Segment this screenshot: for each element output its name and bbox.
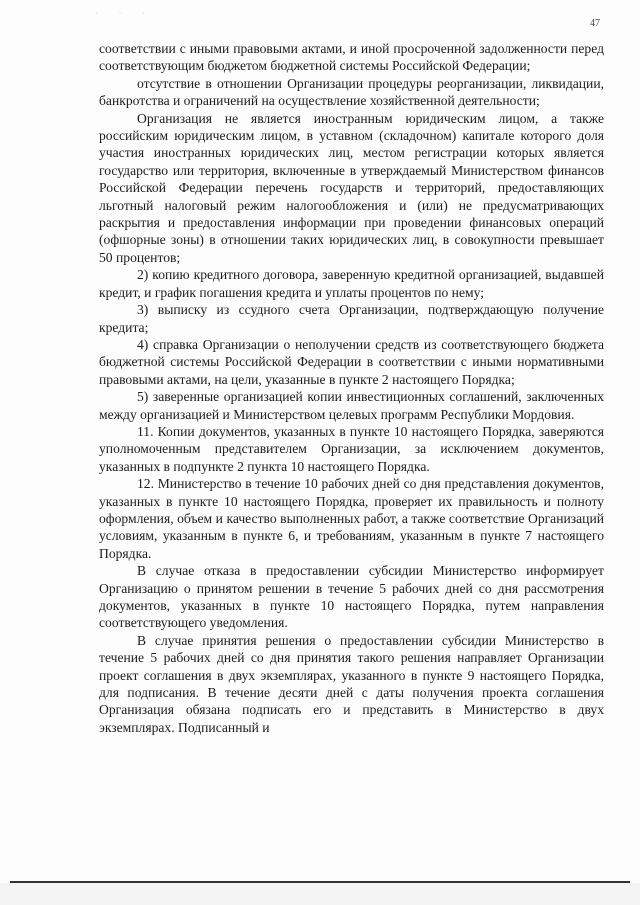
paragraph: отсутствие в отношении Организации процедуры реорганизации, ликвидации, банкротства и ограничений на осуществление хозяйственной деятельности;	[99, 75, 604, 109]
paragraph: Организация не является иностранным юридическим лицом, а также российским юридическим лицом, в уставном (складочном) капитале которого доля участия иностранных юридических лиц, местом регистрации которых является государство или территория, включенные в утверждаемый Министерством финансов Российской Федерации перечень государств и территорий, предоставляющих льготный налоговый режим налогообложения и (или) не предусматривающих раскрытия и предоставления информации при проведении финансовых операций (офшорные зоны) в отношении таких юридических лиц, в совокупности превышает 50 процентов;	[99, 110, 604, 265]
paragraph: 4) справка Организации о неполучении средств из соответствующего бюджета бюджетной системы Российской Федерации в соответствии с иными нормативными правовыми актами, на цели, указанные в пункте 2 настоящего Порядка;	[99, 336, 604, 387]
paragraph: соответствии с иными правовыми актами, и иной просроченной задолженности перед соответствующим бюджетом бюджетной системы Российской Федерации;	[99, 41, 604, 74]
paragraph: 11. Копии документов, указанных в пункте 10 настоящего Порядка, заверяются уполномоченным представителем Организации, за исключением документов, указанных в подпункте 2 пункта 10 настоящего Порядка.	[99, 423, 604, 474]
paragraph: 3) выписку из ссудного счета Организации, подтверждающую получение кредита;	[99, 302, 604, 335]
document-body	[99, 40, 604, 736]
page-number: 47	[590, 18, 600, 29]
paragraph: В случае отказа в предоставлении субсидии Министерство информирует Организацию о принятом решении в течение 5 рабочих дней со дня рассмотрения документов, указанных в пункте 10 настоящего Порядка, путем направления соответствующего уведомления.	[99, 563, 604, 631]
paragraph: 2) копию кредитного договора, заверенную кредитной организацией, выдавшей кредит, и график погашения кредита и уплаты процентов по нему;	[99, 267, 604, 300]
paragraph: 5) заверенные организацией копии инвестиционных соглашений, заключенных между организацией и Министерством целевых программ Республики Мордовия.	[99, 389, 604, 422]
scan-artifacts: · · ·	[95, 10, 154, 17]
paragraph: В случае принятия решения о предоставлении субсидии Министерство в течение 5 рабочих дней со дня принятия такого решения направляет Организации проект соглашения в двух экземплярах, указанного в пункте 9 настоящего Порядка, для подписания. В течение десяти дней с даты получения проекта соглашения Организация обязана подписать его и представить в Министерство в двух экземплярах. Подписанный и	[99, 632, 604, 735]
paragraph: 12. Министерство в течение 10 рабочих дней со дня представления документов, указанных в пункте 10 настоящего Порядка, проверяет их правильность и полноту оформления, объем и качество выполненных работ, а также соответствие Организаций условиям, указанным в пункте 6, и требованиям, указанным в пункте 7 настоящего Порядка.	[99, 476, 604, 561]
scan-margin	[0, 883, 640, 905]
